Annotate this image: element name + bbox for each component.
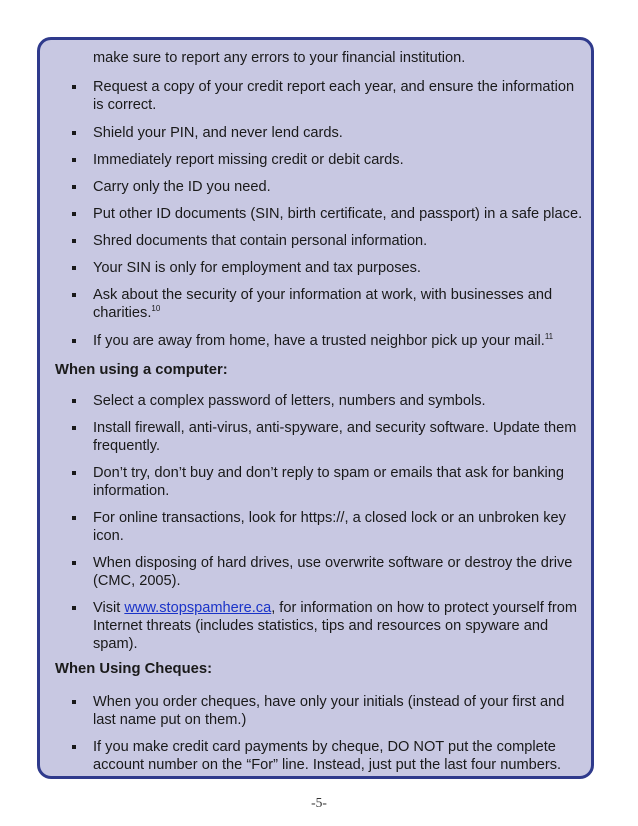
list-item: Select a complex password of letters, numbers and symbols. bbox=[93, 393, 486, 409]
list-item-cont: (CMC, 2005). bbox=[93, 573, 181, 589]
list-item-cont: icon. bbox=[93, 528, 124, 544]
list-item: Immediately report missing credit or debit cards. bbox=[93, 152, 404, 168]
footnote-ref: 11 bbox=[544, 332, 554, 341]
list-item: When disposing of hard drives, use overwrite software or destroy the drive bbox=[93, 555, 573, 571]
list-item-text: Visit bbox=[93, 600, 125, 616]
list-item: Shield your PIN, and never lend cards. bbox=[93, 125, 343, 141]
list-item: When you order cheques, have only your initials (instead of your first and bbox=[93, 694, 565, 710]
bullet-marker bbox=[72, 239, 76, 243]
bullet-marker bbox=[72, 399, 76, 403]
list-item: For online transactions, look for https://, a closed lock or an unbroken key bbox=[93, 510, 566, 526]
list-item-cont: Internet threats (includes statistics, tips and resources on spyware and bbox=[93, 618, 549, 634]
list-item-cont: last name put on them.) bbox=[93, 712, 247, 728]
heading-cheques: When Using Cheques: bbox=[55, 661, 213, 677]
list-item: Don’t try, don’t buy and don’t reply to spam or emails that ask for banking bbox=[93, 465, 565, 481]
bullet-marker bbox=[72, 212, 76, 216]
bullet-marker bbox=[72, 745, 76, 749]
list-item-text: , for information on how to protect yourself from bbox=[271, 600, 577, 616]
list-item: Shred documents that contain personal information. bbox=[93, 233, 428, 249]
bullet-marker bbox=[72, 293, 76, 297]
bullet-marker bbox=[72, 131, 76, 135]
list-item: Install firewall, anti-virus, anti-spyware, and security software. Update them bbox=[93, 420, 577, 436]
stopspamhere-link[interactable]: www.stopspamhere.ca bbox=[124, 600, 272, 616]
list-item-cont: account number on the “For” line. Instead, just put the last four numbers. bbox=[93, 757, 562, 773]
list-item-cont: is correct. bbox=[93, 97, 157, 113]
list-item: Put other ID documents (SIN, birth certificate, and passport) in a safe place. bbox=[93, 206, 583, 222]
list-item-cont: spam). bbox=[93, 636, 138, 652]
continuation-text: make sure to report any errors to your financial institution. bbox=[93, 50, 466, 66]
footnote-ref: 10 bbox=[151, 304, 161, 313]
list-item: If you make credit card payments by cheque, DO NOT put the complete bbox=[93, 739, 556, 755]
bullet-marker bbox=[72, 516, 76, 520]
list-item-cont: information. bbox=[93, 483, 170, 499]
list-item-cont: frequently. bbox=[93, 438, 161, 454]
bullet-marker bbox=[72, 426, 76, 430]
bullet-marker bbox=[72, 700, 76, 704]
list-item-cont bbox=[93, 303, 160, 323]
bullet-marker bbox=[72, 185, 76, 189]
list-item-text: If you are away from home, have a trusted neighbor pick up your mail. bbox=[93, 333, 545, 349]
list-item: Your SIN is only for employment and tax purposes. bbox=[93, 260, 421, 276]
heading-computer: When using a computer: bbox=[55, 362, 228, 378]
bullet-marker bbox=[72, 606, 76, 610]
bullet-marker bbox=[72, 85, 76, 89]
bullet-marker bbox=[72, 471, 76, 475]
list-item: Ask about the security of your information at work, with businesses and bbox=[93, 287, 553, 303]
bullet-marker bbox=[72, 339, 76, 343]
list-item bbox=[93, 598, 577, 618]
list-item: Request a copy of your credit report each year, and ensure the information bbox=[93, 79, 575, 95]
list-item: Carry only the ID you need. bbox=[93, 179, 271, 195]
page-number: -5- bbox=[311, 795, 327, 810]
bullet-marker bbox=[72, 561, 76, 565]
bullet-marker bbox=[72, 266, 76, 270]
list-item bbox=[93, 331, 553, 351]
bullet-marker bbox=[72, 158, 76, 162]
list-item-text: charities. bbox=[93, 305, 152, 321]
